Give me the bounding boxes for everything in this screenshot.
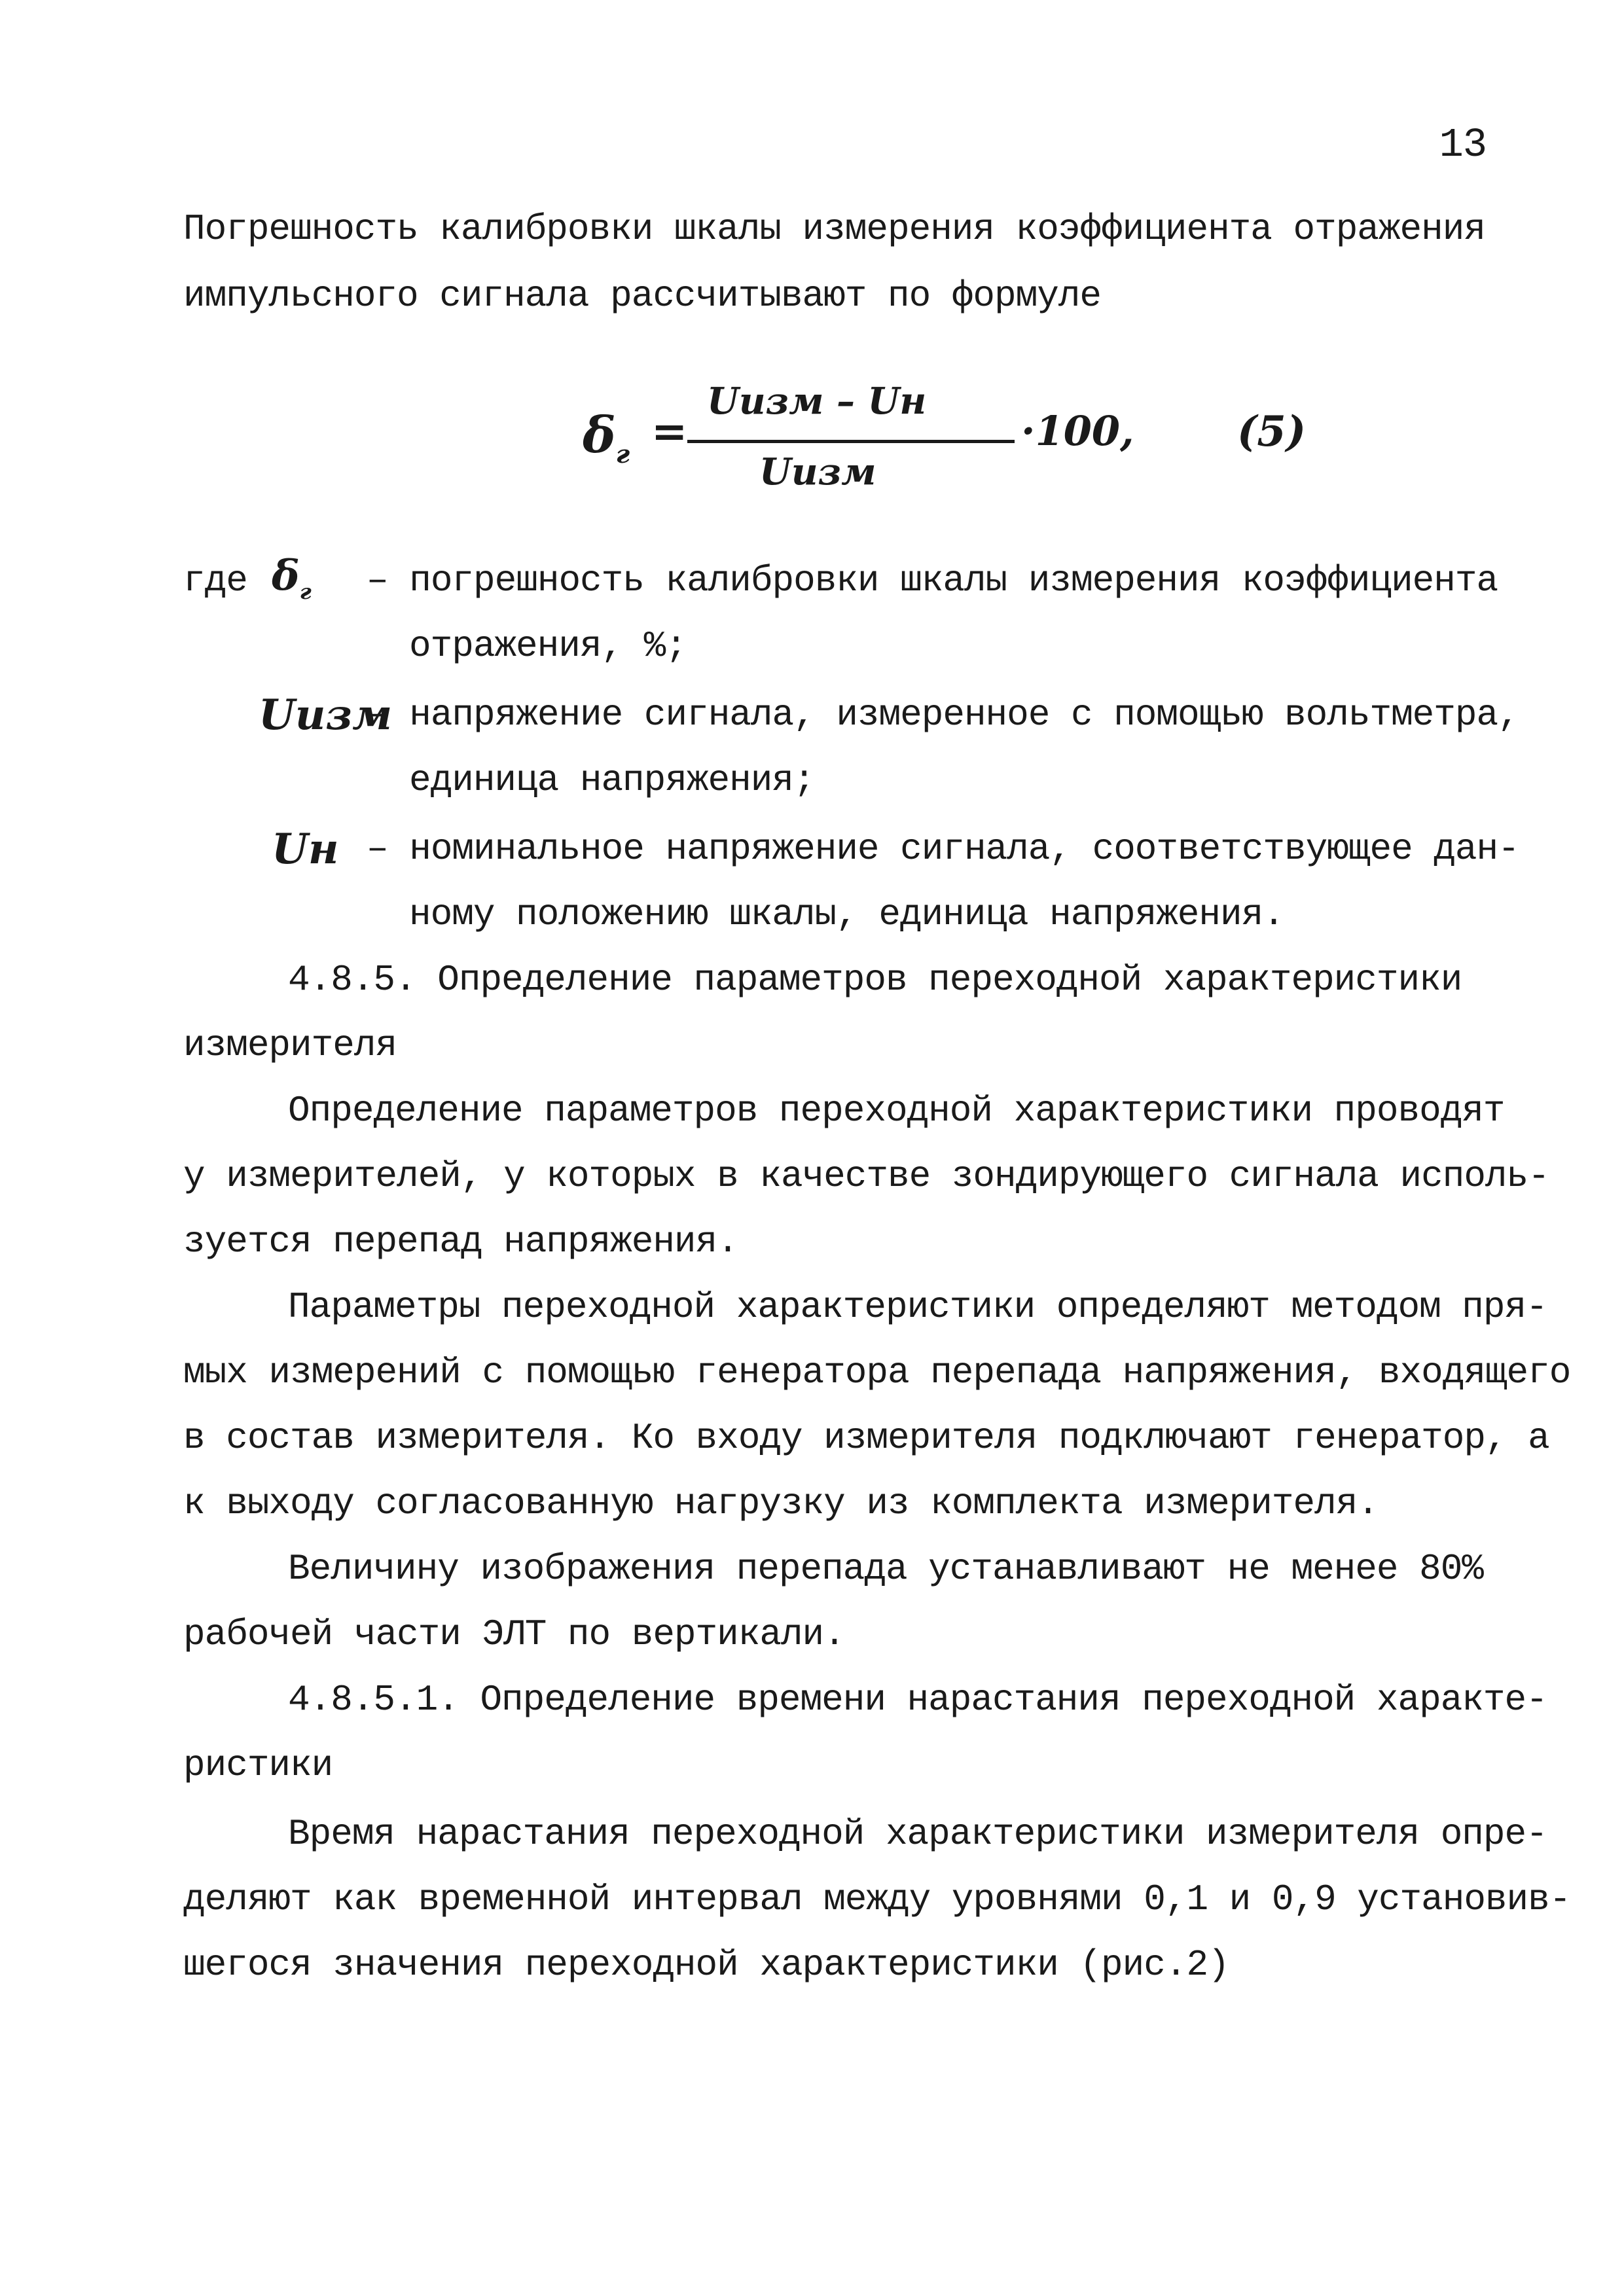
definition-line: единица напряжения; xyxy=(409,759,815,801)
formula-multiplier: ·100, xyxy=(1021,407,1134,455)
intro-line: Погрешность калибровки шкалы измерения коэффициента отражения xyxy=(183,208,1485,250)
paragraph-line: зуется перепад напряжения. xyxy=(183,1221,738,1263)
paragraph-line: в состав измерителя. Ко входу измерителя подключают генератор, а xyxy=(183,1417,1549,1459)
formula-lhs: $\delta_г$ xyxy=(583,406,630,469)
page-number: 13 xyxy=(1439,122,1487,168)
definition-line: – напряжение сигнала, измеренное с помощью вольтметра, xyxy=(367,694,1519,736)
formula-denominator: Uизм xyxy=(759,450,876,493)
definition-symbol: Uн xyxy=(272,825,339,874)
section-heading: 4.8.5. Определение параметров переходной характеристики xyxy=(288,959,1462,1001)
formula-5 xyxy=(583,367,1368,511)
paragraph-line: мых измерений с помощью генератора перепада напряжения, входящего xyxy=(183,1352,1571,1393)
paragraph-line: шегося значения переходной характеристики (рис.2) xyxy=(183,1944,1229,1986)
subsection-heading: 4.8.5.1. Определение времени нарастания переходной характе- xyxy=(288,1679,1547,1721)
paragraph-line: деляют как временной интервал между уровнями 0,1 и 0,9 установив- xyxy=(183,1878,1571,1920)
fraction-bar xyxy=(687,440,1015,443)
where-label: где xyxy=(183,560,247,601)
formula-equals: = xyxy=(651,406,688,457)
definition-symbol: $\delta_г$ xyxy=(272,551,312,604)
definition-line: – погрешность калибровки шкалы измерения коэффициента xyxy=(367,560,1498,601)
formula-number: (5) xyxy=(1237,407,1307,456)
paragraph-line: Параметры переходной характеристики определяют методом пря- xyxy=(288,1286,1547,1328)
section-heading: измерителя xyxy=(183,1024,397,1066)
subsection-heading: ристики xyxy=(183,1744,333,1786)
paragraph-line: Время нарастания переходной характеристики измерителя опре- xyxy=(288,1813,1547,1855)
formula-numerator: Uизм – Uн xyxy=(707,380,927,423)
definition-line: отражения, %; xyxy=(409,625,687,667)
intro-line: импульсного сигнала рассчитывают по формуле xyxy=(183,275,1102,317)
paragraph-line: у измерителей, у которых в качестве зондирующего сигнала исполь- xyxy=(183,1155,1549,1197)
paragraph-line: к выходу согласованную нагрузку из комплекта измерителя. xyxy=(183,1482,1379,1524)
paragraph-line: Определение параметров переходной характеристики проводят xyxy=(288,1090,1505,1132)
definition-symbol: Uизм xyxy=(259,691,393,740)
paragraph-line: Величину изображения перепада устанавливают не менее 80% xyxy=(288,1548,1483,1590)
paragraph-line: рабочей части ЭЛТ по вертикали. xyxy=(183,1613,845,1655)
definition-line: ному положению шкалы, единица напряжения. xyxy=(409,893,1284,935)
definition-line: – номинальное напряжение сигнала, соответствующее дан- xyxy=(367,828,1519,870)
